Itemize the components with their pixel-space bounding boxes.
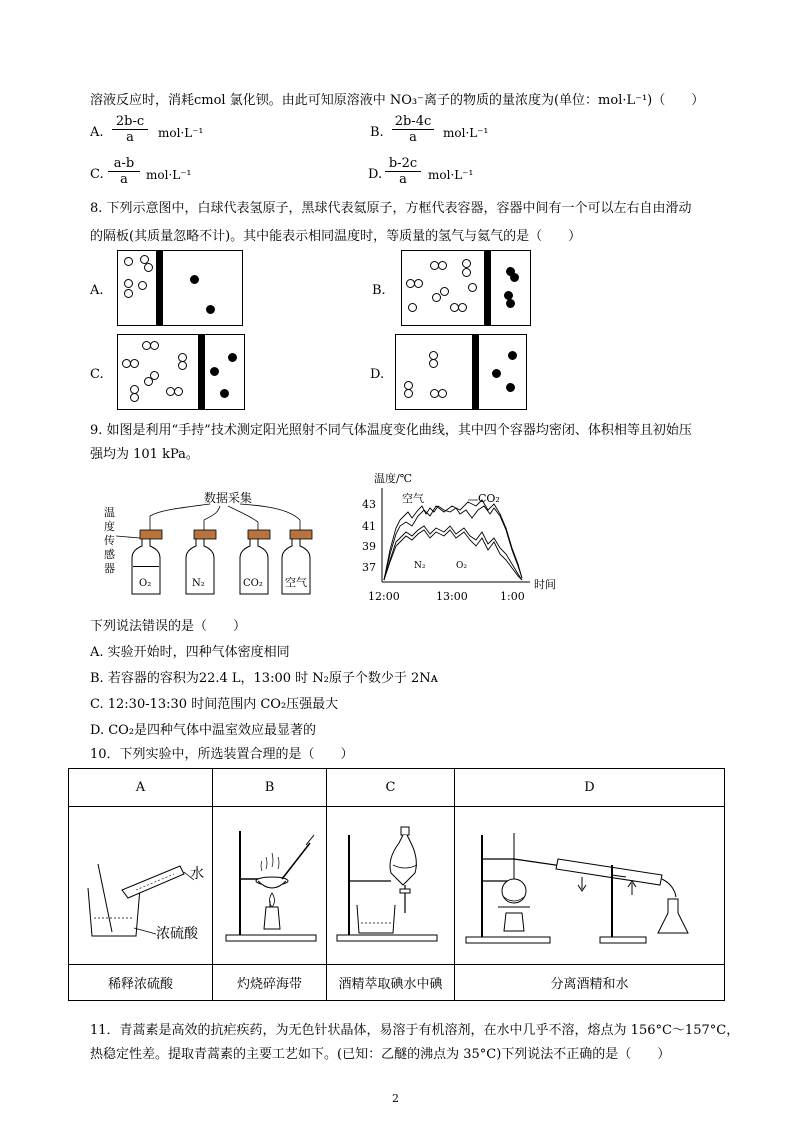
h-atom [130,393,139,402]
series-label-co2: CO₂ [478,492,500,505]
q9-option-c: C. 12:30-13:30 时间范围内 CO₂压强最大 [90,697,339,712]
h-atom [462,259,471,268]
he-atom [506,383,515,392]
q9-option-b: B. 若容器的容积为22.4 L，13:00 时 N₂原子个数少于 2Nᴀ [90,671,438,686]
he-atom [508,351,517,360]
he-atom [510,273,519,282]
h-atom [174,387,183,396]
series-label-n2: N₂ [414,561,426,571]
apparatus-d-cell [455,807,725,965]
q8-label-c: C. [90,367,104,382]
extraction-apparatus [331,821,451,947]
he-atom [228,353,237,362]
q8-container-a [117,250,243,326]
q10-stem: 10．下列实验中，所选装置合理的是（ ） [90,747,354,762]
h-atom [144,263,153,272]
h-atom [124,289,133,298]
bottle-label-o2: O₂ [139,578,152,589]
q9-stem-line2: 强均为 101 kPa。 [90,447,199,462]
series-label-air: 空气 [402,492,424,505]
q7-option-d-unit: mol·L⁻¹ [428,168,474,182]
caption-b: 灼烧碎海带 [213,965,327,1001]
q9-stem-line1: 9. 如图是利用“手持”技术测定阳光照射不同气体温度变化曲线，其中四个容器均密闭、体积相等且初始压 [90,423,692,438]
chart-xlabel: 时间 [534,578,556,591]
header-c: C [327,769,455,807]
h-atom [124,257,133,266]
partition [472,335,479,409]
apparatus-b-cell [213,807,327,965]
h-atom [440,287,449,296]
h-atom [438,389,447,398]
he-atom [492,369,501,378]
header-a: A [69,769,213,807]
series-o2 [384,530,522,580]
partition [484,251,491,325]
h-atom [414,279,423,288]
bottle-label-air: 空气 [285,576,307,589]
q7-option-a-fraction: $\frac{2b-c}{a}$ [112,114,148,145]
header-d: D [455,769,725,807]
svg-text:感: 感 [104,548,115,561]
h-atom [130,359,139,368]
h-atom [458,303,467,312]
h-atom [462,268,471,277]
h-atom [124,279,133,288]
x-tick: 13:00 [436,590,468,603]
q9-temperature-chart [360,470,560,608]
q7-option-b-letter: B. [370,125,384,140]
q9-prompt: 下列说法错误的是（ ） [90,619,247,634]
q7-option-a-unit: mol·L⁻¹ [158,126,204,140]
q8-container-b [401,250,531,326]
h-atom [429,359,438,368]
q8-label-a: A. [90,283,104,298]
apparatus-a-cell [69,807,213,965]
svg-text:器: 器 [104,562,115,575]
q7-option-c-letter: C. [90,167,104,182]
q9-option-d: D. CO₂是四种气体中温室效应最显著的 [90,723,317,738]
q7-option-a-letter: A. [90,125,104,140]
h-atom [432,293,441,302]
h-atom [408,303,417,312]
q8-container-d [395,334,527,410]
h-atom [438,261,447,270]
q7-option-c-fraction: $\frac{a-b}{a}$ [108,156,140,187]
caption-c: 酒精萃取碘水中碘 [327,965,455,1001]
q10-apparatus-table [68,768,725,1001]
q8-label-d: D. [370,367,385,382]
label-conc-acid: 浓硫酸 [155,925,198,942]
y-tick: 39 [362,540,376,553]
header-b: B [213,769,327,807]
he-atom [190,275,199,284]
partition [198,335,205,409]
y-tick: 43 [362,498,376,511]
q7-option-b-fraction: $\frac{2b-4c}{a}$ [392,114,434,145]
q7-stem: 溶液反应时，消耗cmol 氯化钡。由此可知原溶液中 NO₃⁻离子的物质的量浓度为(单位：mol·L⁻¹)（ ） [90,93,705,108]
apparatus-c-cell [327,807,455,965]
svg-text:温: 温 [104,506,115,519]
h-atom [404,389,413,398]
h-atom [144,377,153,386]
q7-option-c-unit: mol·L⁻¹ [146,168,192,182]
q8-container-c [117,334,245,410]
q9-apparatus-figure [100,486,340,602]
he-atom [206,305,215,314]
x-tick: 12:00 [368,590,400,603]
svg-text:传: 传 [104,534,115,547]
series-label-o2: O₂ [456,561,467,571]
q9-option-a: A. 实验开始时，四种气体密度相同 [90,645,290,660]
he-atom [506,299,515,308]
caption-d: 分离酒精和水 [455,965,725,1001]
q7-option-b-unit: mol·L⁻¹ [443,126,489,140]
partition [156,251,163,325]
apparatus-title: 数据采集 [204,491,253,505]
dilution-apparatus [76,824,206,944]
series-co2 [384,500,522,580]
label-water: 水 [189,865,204,882]
bottle-label-co2: CO₂ [243,578,263,589]
h-atom [138,281,147,290]
he-atom [210,367,219,376]
q7-option-d-letter: D. [368,167,383,182]
bottle-label-n2: N₂ [192,578,205,589]
h-atom [150,341,159,350]
chart-ylabel: 温度/℃ [374,472,413,485]
q8-stem-line1: 8. 下列示意图中，白球代表氢原子，黑球代表氦原子，方框代表容器，容器中间有一个可以左右自由滑动 [90,201,692,216]
h-atom [468,283,477,292]
q11-stem-line2: 热稳定性差。提取青蒿素的主要工艺如下。(已知：乙醚的沸点为 35°C)下列说法不正确的是（ ） [90,1047,671,1062]
caption-a: 稀释浓硫酸 [69,965,213,1001]
y-tick: 37 [362,561,376,574]
sensor-label [104,506,115,575]
he-atom [220,389,229,398]
q8-stem-line2: 的隔板(其质量忽略不计)。其中能表示相同温度时，等质量的氢气与氦气的是（ ） [90,229,582,244]
distillation-apparatus [462,819,718,949]
page-number: 2 [392,1092,399,1105]
q8-label-b: B. [372,283,386,298]
svg-text:度: 度 [104,520,115,533]
x-tick: 1:00 [500,590,525,603]
y-tick: 41 [362,520,376,533]
h-atom [178,361,187,370]
q11-stem-line1: 11．青蒿素是高效的抗疟疾药，为无色针状晶体，易溶于有机溶剂，在水中几乎不溶，熔点为 156°C～157°C， [90,1023,740,1038]
q7-option-d-fraction: $\frac{b-2c}{a}$ [385,156,421,187]
ignition-apparatus [216,821,324,947]
